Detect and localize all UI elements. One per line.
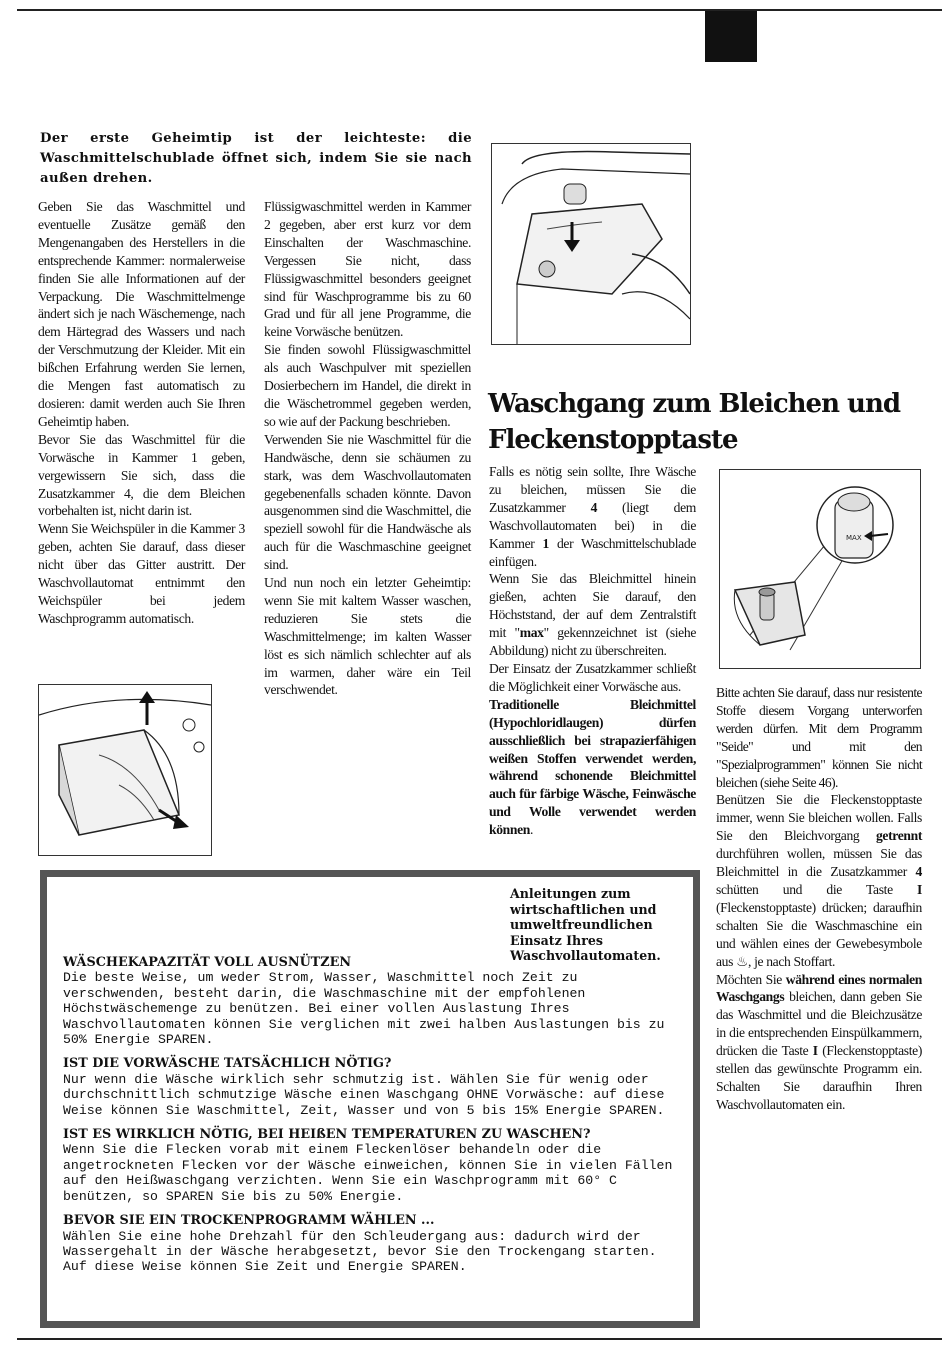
col4-paragraph-3: Möchten Sie während eines normalen Waschgangs bleichen, dann geben Sie das Waschmittel und die Bleichzusätze in die entsprechenden Einspülkammern, drücken die Taste I (Fleckenstopptaste) stellen das gewünschte Programm ein. Schalten Sie daraufhin Ihren Waschvollautomaten ein. (716, 971, 923, 1112)
section-title: Waschgang zum Bleichen und Fleckenstopptaste (488, 389, 901, 455)
tip-heading: WÄSCHEKAPAZITÄT VOLL AUSNÜTZEN (63, 955, 352, 970)
tip-heading: BEVOR SIE EIN TROCKENPROGRAMM WÄHLEN ... (63, 1213, 435, 1229)
col4-paragraph-1: Bitte achten Sie darauf, dass nur resistente Stoffe diesem Vorgang unterworfen werden dürfen. Mit dem Programm "Seide" und mit den "Spezialprogrammen" können Sie nicht bleichen (siehe Seite 46). (716, 685, 922, 790)
drawer-open-illustration (39, 685, 211, 855)
tip-text: Wählen Sie eine hohe Drehzahl für den Schleudergang aus: dadurch wird der Wassergehalt in der Wäsche herabgesetzt, bevor Sie den Trockengang starten. Auf diese Weise können Sie Zeit und Energie SPAREN. (63, 1228, 657, 1275)
col2-paragraph-3: Verwenden Sie nie Waschmittel für die Handwäsche, denn sie schäumen zu stark, was dem Waschvollautomaten gegebenenfalls schaden könnte. Davon ausgenommen sind die Waschmittel, die speziell sowohl für die Handwäsche als auch für die Waschmaschine geeignet sind. (264, 431, 471, 573)
figure-drawer-rotate (491, 143, 691, 345)
column-2 (264, 198, 471, 699)
tip-heading: IST DIE VORWÄSCHE TATSÄCHLICH NÖTIG? (63, 1056, 392, 1072)
column-4 (716, 684, 922, 1114)
col2-paragraph-2: Sie finden sowohl Flüssigwaschmittel als auch Waschpulver mit speziellen Dosierbechern im Handel, die direkt in die Wäschetrommel gegeben werden, so wie auf der Packung beschrieben. (264, 342, 471, 429)
col3-paragraph-2: Wenn Sie das Bleichmittel hinein gießen, achten Sie darauf, den Höchststand, der auf dem Zentralstift mit "max" gekennzeichnet ist (siehe Abbildung) nicht zu überschreiten. (489, 571, 696, 659)
col1-paragraph-1: Geben Sie das Waschmittel und eventuelle Zusätze gemäß den Mengenangaben des Herstellers in die entsprechende Kammer: normalerweise finden Sie alle Informationen auf der Verpackung. Die Waschmittelmenge ändert sich je nach Wäschemenge, nach dem Härtegrad des Wassers und nach der Verschmutzung der Kleider. Mit ein bißchen Erfahrung werden Sie lernen, die Mengen fast automatisch zu dosieren: damit werden auch Sie Ihren Geheimtip haben. (38, 199, 245, 429)
bleach-chamber-illustration (720, 470, 920, 668)
column-1 (38, 198, 245, 628)
eco-tips-box (40, 870, 700, 1328)
col3-paragraph-3: Der Einsatz der Zusatzkammer schließt die Möglichkeit einer Vorwäsche aus. (489, 660, 696, 694)
eco-tips-title: Anleitungen zum wirtschaftlichen und umweltfreundlichen Einsatz Ihres Waschvollautomaten. (510, 886, 661, 964)
tip-section (63, 1213, 683, 1275)
drawer-rotate-illustration (492, 144, 690, 344)
tip-section (63, 1127, 683, 1204)
col4-paragraph-2: Benützen Sie die Fleckenstopptaste immer, wenn Sie bleichen wollen. Falls Sie den Bleichvorgang getrennt durchführen wollen, müssen Sie das Bleichmittel in die Zusatzkammer 4 schütten und die Taste I (Fleckenstopptaste) drücken; daraufhin schalten Sie die Waschmaschine ein und wählen eines der Gewebesymbole aus ♨, je nach Stoffart. (716, 792, 922, 969)
tip-section (63, 1056, 683, 1118)
col2-paragraph-4: Und nun noch ein letzter Geheimtip: wenn Sie mit kaltem Wasser waschen, reduzieren Sie stets die Waschmittelmenge; im kalten Wasser löst es sich nämlich schlechter auf als im warmen, daher wäre ein Teil verschwendet. (264, 575, 471, 698)
col1-paragraph-2: Bevor Sie das Waschmittel für die Vorwäsche in Kammer 1 geben, vergewissern Sie sich, dass die Zusatzkammer 4, die dem Bleichen vorbehalten ist, nicht darin ist. (38, 431, 245, 519)
tip-text: Wenn Sie die Flecken vorab mit einem Fleckenlöser behandeln oder die angetrockneten Flecken vor der Wäsche einweichen, können Sie in vielen Fällen auf den Heißwaschgang verzichten. Wenn Sie ein Waschprogramm mit 60° C benützen, so SPAREN Sie bis zu 50% Energie. (63, 1142, 673, 1204)
col1-paragraph-3: Wenn Sie Weichspüler in die Kammer 3 geben, achten Sie darauf, dass dieser nicht über das Gitter austritt. Der Waschvollautomat entnimmt den Weichspüler bei jedem Waschprogramm automatisch. (38, 521, 245, 626)
figure-drawer-open (38, 684, 212, 856)
tip-section (63, 955, 683, 1047)
figure-bleach-chamber (719, 469, 921, 669)
tip-text: Nur wenn die Wäsche wirklich sehr schmutzig ist. Wählen Sie für wenig oder durchschnittlich schmutzige Wäsche einen Waschgang OHNE Vorwäsche: auf diese Weise können Sie Waschmittel, Zeit, Wasser und von 5 bis 15% Energie SPAREN. (63, 1071, 665, 1118)
chapter-tab-marker (705, 11, 757, 62)
bottom-rule (17, 1338, 942, 1340)
fabric-symbol-icon: ♨ (736, 953, 748, 969)
col2-paragraph-1: Flüssigwaschmittel werden in Kammer 2 gegeben, aber erst kurz vor dem Einschalten der Waschmaschine. Vergessen Sie nicht, dass Flüssigwaschmittel besonders geeignet sind für Waschprogramme bis zu 60 Grad und für all jene Programme, die keine Vorwäsche benützen. (264, 199, 471, 340)
column-3 (489, 463, 696, 839)
tip-heading: IST ES WIRKLICH NÖTIG, BEI HEIßEN TEMPERATUREN ZU WASCHEN? (63, 1127, 591, 1143)
col3-paragraph-4: Traditionelle Bleichmittel (Hypochloridlaugen) dürfen ausschließlich bei strapazierfähigen weißen Stoffen verwendet werden, während schonende Bleichmittel auch für färbige Wäsche, Feinwäsche und Wolle verwendet werden können. (489, 696, 696, 838)
eco-tips-content (63, 955, 683, 1284)
max-mark-label: MAX (846, 534, 862, 542)
tip-text: Die beste Weise, um weder Strom, Wasser, Waschmittel noch Zeit zu verschwenden, besteht darin, die Waschmaschine mit der empfohlenen Höchstwäschemenge zu benützen. Bei einer vollen Auslastung Ihres Waschvollautomaten können Sie verglichen mit zwei halben Auslastungen bis zu 50% Energie SPAREN. (63, 970, 665, 1048)
col3-paragraph-1: Falls es nötig sein sollte, Ihre Wäsche zu bleichen, müssen Sie die Zusatzkammer 4 (liegt dem Waschvollautomaten bei) in die Kammer 1 der Waschmittelschublade einfügen. (489, 464, 697, 569)
lead-tip: Der erste Geheimtip ist der leichteste: die Waschmittelschublade öffnet sich, indem Sie sie nach außen drehen. (40, 131, 472, 186)
top-rule (17, 9, 942, 11)
